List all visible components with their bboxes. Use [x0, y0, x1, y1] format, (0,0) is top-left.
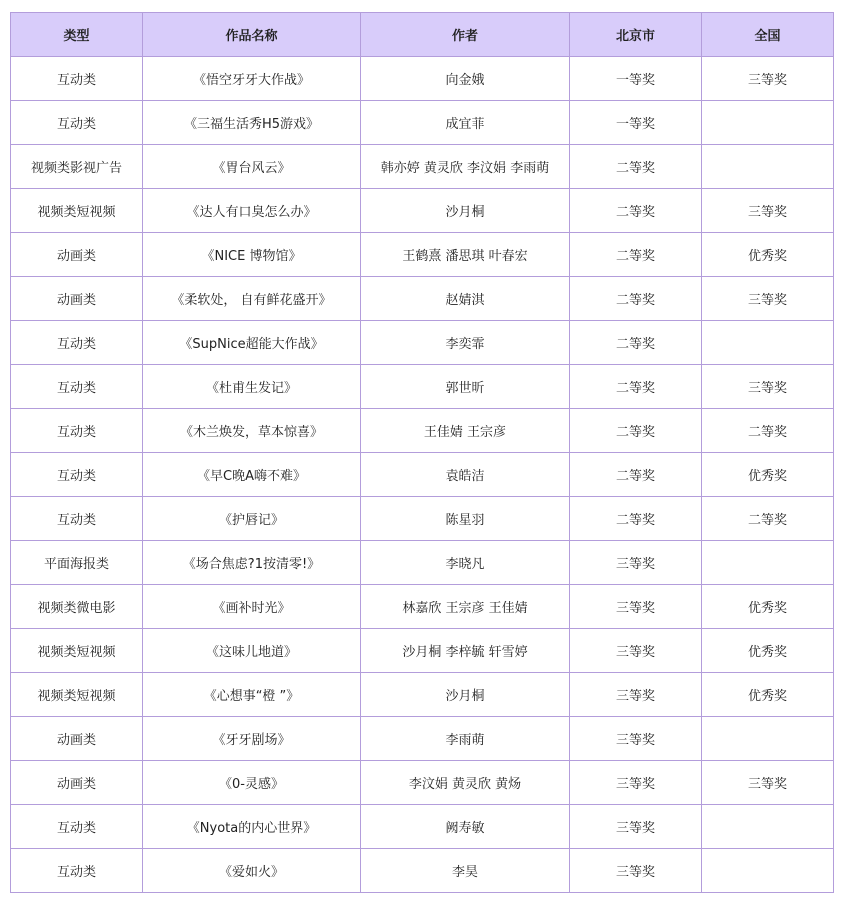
cell-category: 互动类	[11, 57, 143, 101]
cell-author: 李晓凡	[361, 541, 570, 585]
cell-national-award: 优秀奖	[702, 233, 834, 277]
cell-author: 王佳婧 王宗彦	[361, 409, 570, 453]
cell-beijing-award: 三等奖	[570, 629, 702, 673]
cell-beijing-award: 三等奖	[570, 585, 702, 629]
cell-category: 视频类短视频	[11, 673, 143, 717]
cell-beijing-award: 二等奖	[570, 277, 702, 321]
cell-category: 动画类	[11, 761, 143, 805]
cell-beijing-award: 二等奖	[570, 365, 702, 409]
awards-table	[10, 12, 834, 893]
table-row	[11, 585, 834, 629]
table-row	[11, 409, 834, 453]
table-row	[11, 277, 834, 321]
cell-category: 互动类	[11, 805, 143, 849]
cell-category: 视频类短视频	[11, 189, 143, 233]
table-row	[11, 717, 834, 761]
cell-author: 沙月桐 李梓毓 轩雪婷	[361, 629, 570, 673]
cell-work-title: 《柔软处， 自有鲜花盛开》	[143, 277, 361, 321]
cell-author: 林嘉欣 王宗彦 王佳婧	[361, 585, 570, 629]
cell-author: 袁皓洁	[361, 453, 570, 497]
cell-beijing-award: 三等奖	[570, 761, 702, 805]
cell-category: 动画类	[11, 277, 143, 321]
table-row	[11, 673, 834, 717]
cell-beijing-award: 二等奖	[570, 321, 702, 365]
cell-author: 沙月桐	[361, 673, 570, 717]
cell-author: 阙寿敏	[361, 805, 570, 849]
header-row	[11, 13, 834, 57]
table-row	[11, 541, 834, 585]
table-row	[11, 805, 834, 849]
cell-author: 韩亦婷 黄灵欣 李汶娟 李雨萌	[361, 145, 570, 189]
cell-author: 向金娥	[361, 57, 570, 101]
table-row	[11, 101, 834, 145]
cell-category: 视频类短视频	[11, 629, 143, 673]
cell-author: 王鹤熹 潘思琪 叶春宏	[361, 233, 570, 277]
table-row	[11, 497, 834, 541]
cell-author: 赵婧淇	[361, 277, 570, 321]
cell-work-title: 《NICE 博物馆》	[143, 233, 361, 277]
table-row	[11, 453, 834, 497]
cell-national-award: 优秀奖	[702, 629, 834, 673]
cell-work-title: 《0-灵感》	[143, 761, 361, 805]
table-row	[11, 321, 834, 365]
cell-national-award: 三等奖	[702, 57, 834, 101]
header-category: 类型	[11, 13, 143, 57]
cell-category: 视频类影视广告	[11, 145, 143, 189]
cell-work-title: 《场合焦虑?1按清零!》	[143, 541, 361, 585]
cell-national-award	[702, 541, 834, 585]
cell-author: 陈星羽	[361, 497, 570, 541]
cell-national-award	[702, 805, 834, 849]
cell-national-award	[702, 849, 834, 893]
cell-national-award: 三等奖	[702, 277, 834, 321]
header-national: 全国	[702, 13, 834, 57]
header-work-title: 作品名称	[143, 13, 361, 57]
cell-author: 沙月桐	[361, 189, 570, 233]
cell-national-award: 优秀奖	[702, 585, 834, 629]
cell-beijing-award: 二等奖	[570, 497, 702, 541]
cell-national-award: 二等奖	[702, 497, 834, 541]
table-header	[11, 13, 834, 57]
cell-beijing-award: 一等奖	[570, 101, 702, 145]
table-row	[11, 57, 834, 101]
cell-work-title: 《悟空牙牙大作战》	[143, 57, 361, 101]
cell-work-title: 《心想事“橙 ”》	[143, 673, 361, 717]
cell-national-award: 优秀奖	[702, 453, 834, 497]
cell-category: 动画类	[11, 233, 143, 277]
table-row	[11, 189, 834, 233]
table-row	[11, 849, 834, 893]
cell-beijing-award: 二等奖	[570, 145, 702, 189]
table-row	[11, 629, 834, 673]
cell-category: 平面海报类	[11, 541, 143, 585]
cell-national-award	[702, 145, 834, 189]
table-body	[11, 57, 834, 893]
cell-work-title: 《SupNice超能大作战》	[143, 321, 361, 365]
table-row	[11, 145, 834, 189]
table-row	[11, 233, 834, 277]
cell-category: 动画类	[11, 717, 143, 761]
cell-author: 郭世昕	[361, 365, 570, 409]
cell-author: 李昊	[361, 849, 570, 893]
cell-national-award: 优秀奖	[702, 673, 834, 717]
cell-national-award	[702, 101, 834, 145]
cell-author: 李汶娟 黄灵欣 黄炀	[361, 761, 570, 805]
cell-work-title: 《杜甫生发记》	[143, 365, 361, 409]
cell-category: 互动类	[11, 497, 143, 541]
cell-beijing-award: 三等奖	[570, 849, 702, 893]
cell-category: 互动类	[11, 101, 143, 145]
cell-national-award: 三等奖	[702, 761, 834, 805]
cell-category: 互动类	[11, 849, 143, 893]
cell-category: 互动类	[11, 453, 143, 497]
header-author: 作者	[361, 13, 570, 57]
cell-work-title: 《三福生活秀H5游戏》	[143, 101, 361, 145]
cell-beijing-award: 二等奖	[570, 453, 702, 497]
cell-beijing-award: 三等奖	[570, 541, 702, 585]
header-beijing: 北京市	[570, 13, 702, 57]
cell-work-title: 《木兰焕发，草本惊喜》	[143, 409, 361, 453]
cell-beijing-award: 三等奖	[570, 673, 702, 717]
cell-beijing-award: 二等奖	[570, 189, 702, 233]
table-row	[11, 761, 834, 805]
cell-work-title: 《爱如火》	[143, 849, 361, 893]
cell-beijing-award: 二等奖	[570, 233, 702, 277]
cell-work-title: 《护唇记》	[143, 497, 361, 541]
cell-beijing-award: 一等奖	[570, 57, 702, 101]
cell-national-award	[702, 717, 834, 761]
cell-category: 互动类	[11, 409, 143, 453]
cell-beijing-award: 三等奖	[570, 805, 702, 849]
cell-beijing-award: 二等奖	[570, 409, 702, 453]
cell-category: 互动类	[11, 321, 143, 365]
cell-work-title: 《胃台风云》	[143, 145, 361, 189]
cell-work-title: 《画补时光》	[143, 585, 361, 629]
cell-national-award: 二等奖	[702, 409, 834, 453]
cell-category: 视频类微电影	[11, 585, 143, 629]
cell-work-title: 《达人有口臭怎么办》	[143, 189, 361, 233]
cell-author: 李雨萌	[361, 717, 570, 761]
cell-work-title: 《早C晚A嗨不难》	[143, 453, 361, 497]
cell-author: 李奕霏	[361, 321, 570, 365]
cell-work-title: 《Nyota的内心世界》	[143, 805, 361, 849]
cell-category: 互动类	[11, 365, 143, 409]
cell-national-award	[702, 321, 834, 365]
table-row	[11, 365, 834, 409]
cell-national-award: 三等奖	[702, 189, 834, 233]
cell-national-award: 三等奖	[702, 365, 834, 409]
cell-beijing-award: 三等奖	[570, 717, 702, 761]
cell-work-title: 《这味儿地道》	[143, 629, 361, 673]
awards-table-container	[10, 12, 833, 893]
cell-author: 成宜菲	[361, 101, 570, 145]
cell-work-title: 《牙牙剧场》	[143, 717, 361, 761]
